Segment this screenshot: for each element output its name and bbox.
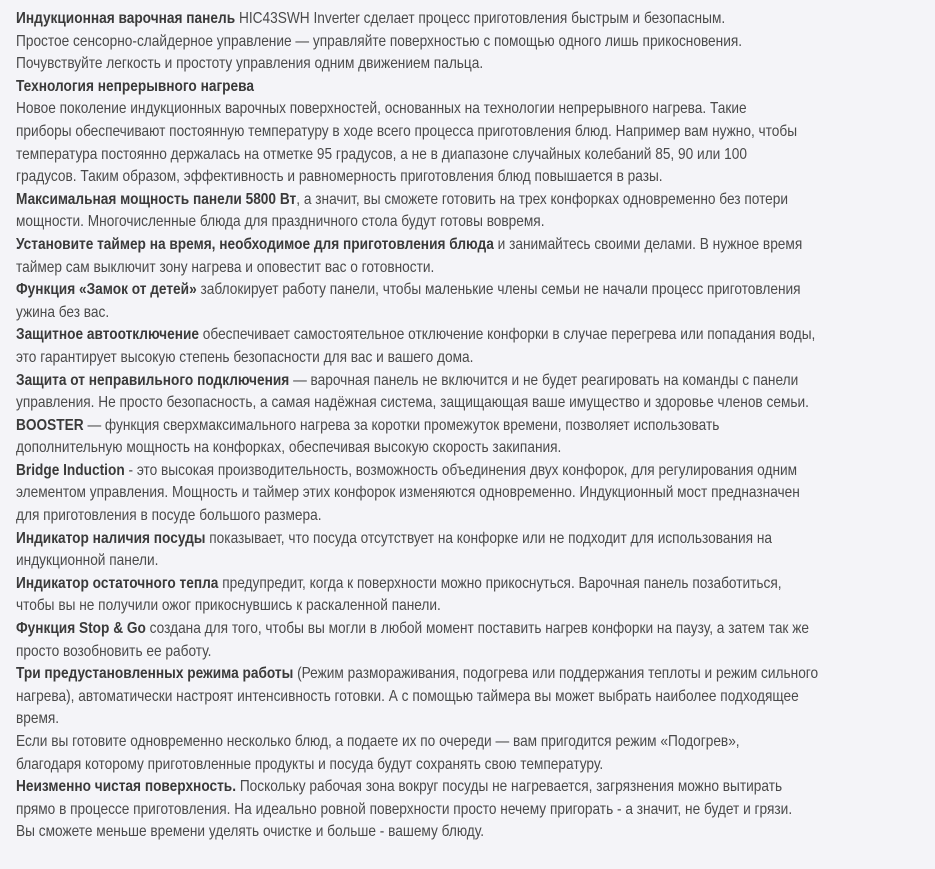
- paragraph-text: просто возобновить ее работу.: [16, 642, 212, 660]
- paragraph-lead: Индикатор остаточного тепла: [16, 574, 219, 592]
- description-paragraph: [16, 731, 935, 776]
- paragraph-lead: Установите таймер на время, необходимое для приготовления блюда: [16, 235, 494, 253]
- text-line: [16, 776, 935, 799]
- text-line: [16, 731, 935, 754]
- text-line: [16, 573, 935, 596]
- paragraph-text: обеспечивает самостоятельное отключение конфорки в случае перегрева или попадания воды,: [198, 326, 816, 344]
- paragraph-lead: Функция «Замок от детей»: [16, 281, 197, 299]
- paragraph-text: — функция сверхмаксимального нагрева за коротки промежуток времени, позволяет использовать: [83, 416, 720, 434]
- description-paragraph: [16, 460, 935, 528]
- text-line: [16, 302, 935, 325]
- text-line: [16, 754, 935, 777]
- paragraph-text: ужина без вас.: [16, 303, 110, 321]
- paragraph-lead: Три предустановленных режима работы: [16, 665, 294, 683]
- paragraph-text: и занимайтесь своими делами. В нужное время: [493, 235, 803, 253]
- paragraph-text: время.: [16, 710, 60, 728]
- text-line: [16, 618, 935, 641]
- description-paragraph: [16, 189, 935, 234]
- text-line: [16, 641, 935, 664]
- text-line: [16, 482, 935, 505]
- paragraph-lead: Максимальная мощность панели 5800 Вт: [16, 190, 297, 208]
- text-line: [16, 121, 935, 144]
- paragraph-lead: Неизменно чистая поверхность.: [16, 778, 237, 796]
- text-line: [16, 460, 935, 483]
- paragraph-lead: Функция Stop & Go: [16, 620, 146, 638]
- paragraph-text: Почувствуйте легкость и простоту управления одним движением пальца.: [16, 55, 484, 73]
- paragraph-text: дополнительную мощность на конфорках, обеспечивая высокую скорость закипания.: [16, 439, 562, 457]
- paragraph-lead: Индикатор наличия посуды: [16, 529, 206, 547]
- description-paragraph: [16, 8, 935, 31]
- paragraph-text: заблокирует работу панели, чтобы маленькие члены семьи не начали процесс приготовления: [196, 281, 801, 299]
- description-paragraph: [16, 415, 935, 460]
- paragraph-text: прямо в процессе приготовления. На идеально ровной поверхности просто нечему пригорать - а значит, не будет и грязи.: [16, 800, 793, 818]
- paragraph-text: Новое поколение индукционных варочных поверхностей, основанных на технологии непрерывного нагрева. Такие: [16, 100, 747, 118]
- text-line: [16, 437, 935, 460]
- description-paragraph: [16, 76, 935, 99]
- text-line: [16, 347, 935, 370]
- paragraph-text: показывает, что посуда отсутствует на конфорке или не подходит для использования на: [205, 529, 773, 547]
- paragraph-lead: BOOSTER: [16, 416, 84, 434]
- paragraph-text: Вы сможете меньше времени уделять очистке и больше - вашему блюду.: [16, 823, 485, 841]
- paragraph-text: таймер сам выключит зону нагрева и оповестит вас о готовности.: [16, 258, 435, 276]
- text-line: [16, 76, 935, 99]
- paragraph-lead: Защита от неправильного подключения: [16, 371, 290, 389]
- paragraph-text: благодаря которому приготовленные продукты и посуда будут сохранять свою температуру.: [16, 755, 604, 773]
- description-paragraph: [16, 573, 935, 618]
- paragraph-text: мощности. Многочисленные блюда для праздничного стола будут готовы вовремя.: [16, 213, 545, 231]
- description-paragraph: [16, 663, 935, 731]
- paragraph-text: Поскольку рабочая зона вокруг посуды не нагревается, загрязнения можно вытирать: [236, 778, 783, 796]
- paragraph-lead: Защитное автоотключение: [16, 326, 199, 344]
- paragraph-text: температура постоянно держалась на отметке 95 градусов, а не в диапазоне случайных колебаний 85, 90 или 100: [16, 145, 747, 163]
- text-line: [16, 370, 935, 393]
- paragraph-text: создана для того, чтобы вы могли в любой момент поставить нагрев конфорки на паузу, а затем так же: [145, 620, 809, 638]
- paragraph-text: предупредит, когда к поверхности можно прикоснуться. Варочная панель позаботиться,: [218, 574, 782, 592]
- text-line: [16, 234, 935, 257]
- paragraph-text: , а значит, вы сможете готовить на трех конфорках одновременно без потери: [296, 190, 789, 208]
- description-paragraph: [16, 31, 935, 76]
- product-description: [16, 8, 935, 844]
- paragraph-text: приборы обеспечивают постоянную температуру в ходе всего процесса приготовления блюд. Например вам нужно, чтобы: [16, 122, 798, 140]
- paragraph-text: HIC43SWH Inverter сделает процесс приготовления быстрым и безопасным.: [235, 10, 726, 27]
- text-line: [16, 686, 935, 709]
- text-line: [16, 257, 935, 280]
- paragraph-lead: Bridge Induction: [16, 461, 125, 479]
- text-line: [16, 663, 935, 686]
- description-paragraph: [16, 98, 935, 188]
- paragraph-text: нагрева), автоматически настроят интенсивность готовки. А с помощью таймера вы может выбрать наиболее подходящее: [16, 687, 799, 705]
- text-line: [16, 392, 935, 415]
- text-line: [16, 324, 935, 347]
- text-line: [16, 505, 935, 528]
- description-paragraph: [16, 370, 935, 415]
- text-line: [16, 211, 935, 234]
- text-line: [16, 98, 935, 121]
- text-line: [16, 415, 935, 438]
- text-line: [16, 799, 935, 822]
- text-line: [16, 189, 935, 212]
- paragraph-text: (Режим размораживания, подогрева или поддержания теплоты и режим сильного: [293, 665, 819, 683]
- text-line: [16, 166, 935, 189]
- paragraph-lead: Индукционная варочная панель: [16, 10, 236, 27]
- description-paragraph: [16, 324, 935, 369]
- description-paragraph: [16, 618, 935, 663]
- paragraph-text: управления. Не просто безопасность, а самая надёжная система, защищающая ваше имущество и здоровье членов семьи.: [16, 394, 809, 412]
- paragraph-text: — варочная панель не включится и не будет реагировать на команды с панели: [289, 371, 799, 389]
- paragraph-text: Если вы готовите одновременно несколько блюд, а подаете их по очереди — вам пригодится режим «Подогрев»,: [16, 733, 740, 750]
- paragraph-text: градусов. Таким образом, эффективность и равномерность приготовления блюд повышается в разы.: [16, 168, 663, 186]
- text-line: [16, 821, 935, 844]
- paragraph-text: для приготовления в посуде большого размера.: [16, 507, 322, 525]
- paragraph-text: это гарантирует высокую степень безопасности для вас и вашего дома.: [16, 348, 474, 366]
- description-paragraph: [16, 234, 935, 279]
- text-line: [16, 708, 935, 731]
- text-line: [16, 31, 935, 54]
- text-line: [16, 528, 935, 551]
- text-line: [16, 8, 935, 31]
- text-line: [16, 595, 935, 618]
- text-line: [16, 53, 935, 76]
- description-paragraph: [16, 279, 935, 324]
- description-paragraph: [16, 528, 935, 573]
- text-line: [16, 550, 935, 573]
- paragraph-lead: Технология непрерывного нагрева: [16, 77, 254, 95]
- paragraph-text: чтобы вы не получили ожог прикоснувшись к раскаленной панели.: [16, 597, 441, 615]
- paragraph-text: Простое сенсорно-слайдерное управление — управляйте поверхностью с помощью одного лишь прикосновения.: [16, 32, 743, 50]
- paragraph-text: элементом управления. Мощность и таймер этих конфорок изменяются одновременно. Индукционный мост предназначен: [16, 484, 800, 502]
- description-paragraph: [16, 776, 935, 844]
- paragraph-text: индукционной панели.: [16, 552, 159, 570]
- text-line: [16, 144, 935, 167]
- paragraph-text: - это высокая производительность, возможность объединения двух конфорок, для регулирования одним: [124, 461, 798, 479]
- text-line: [16, 279, 935, 302]
